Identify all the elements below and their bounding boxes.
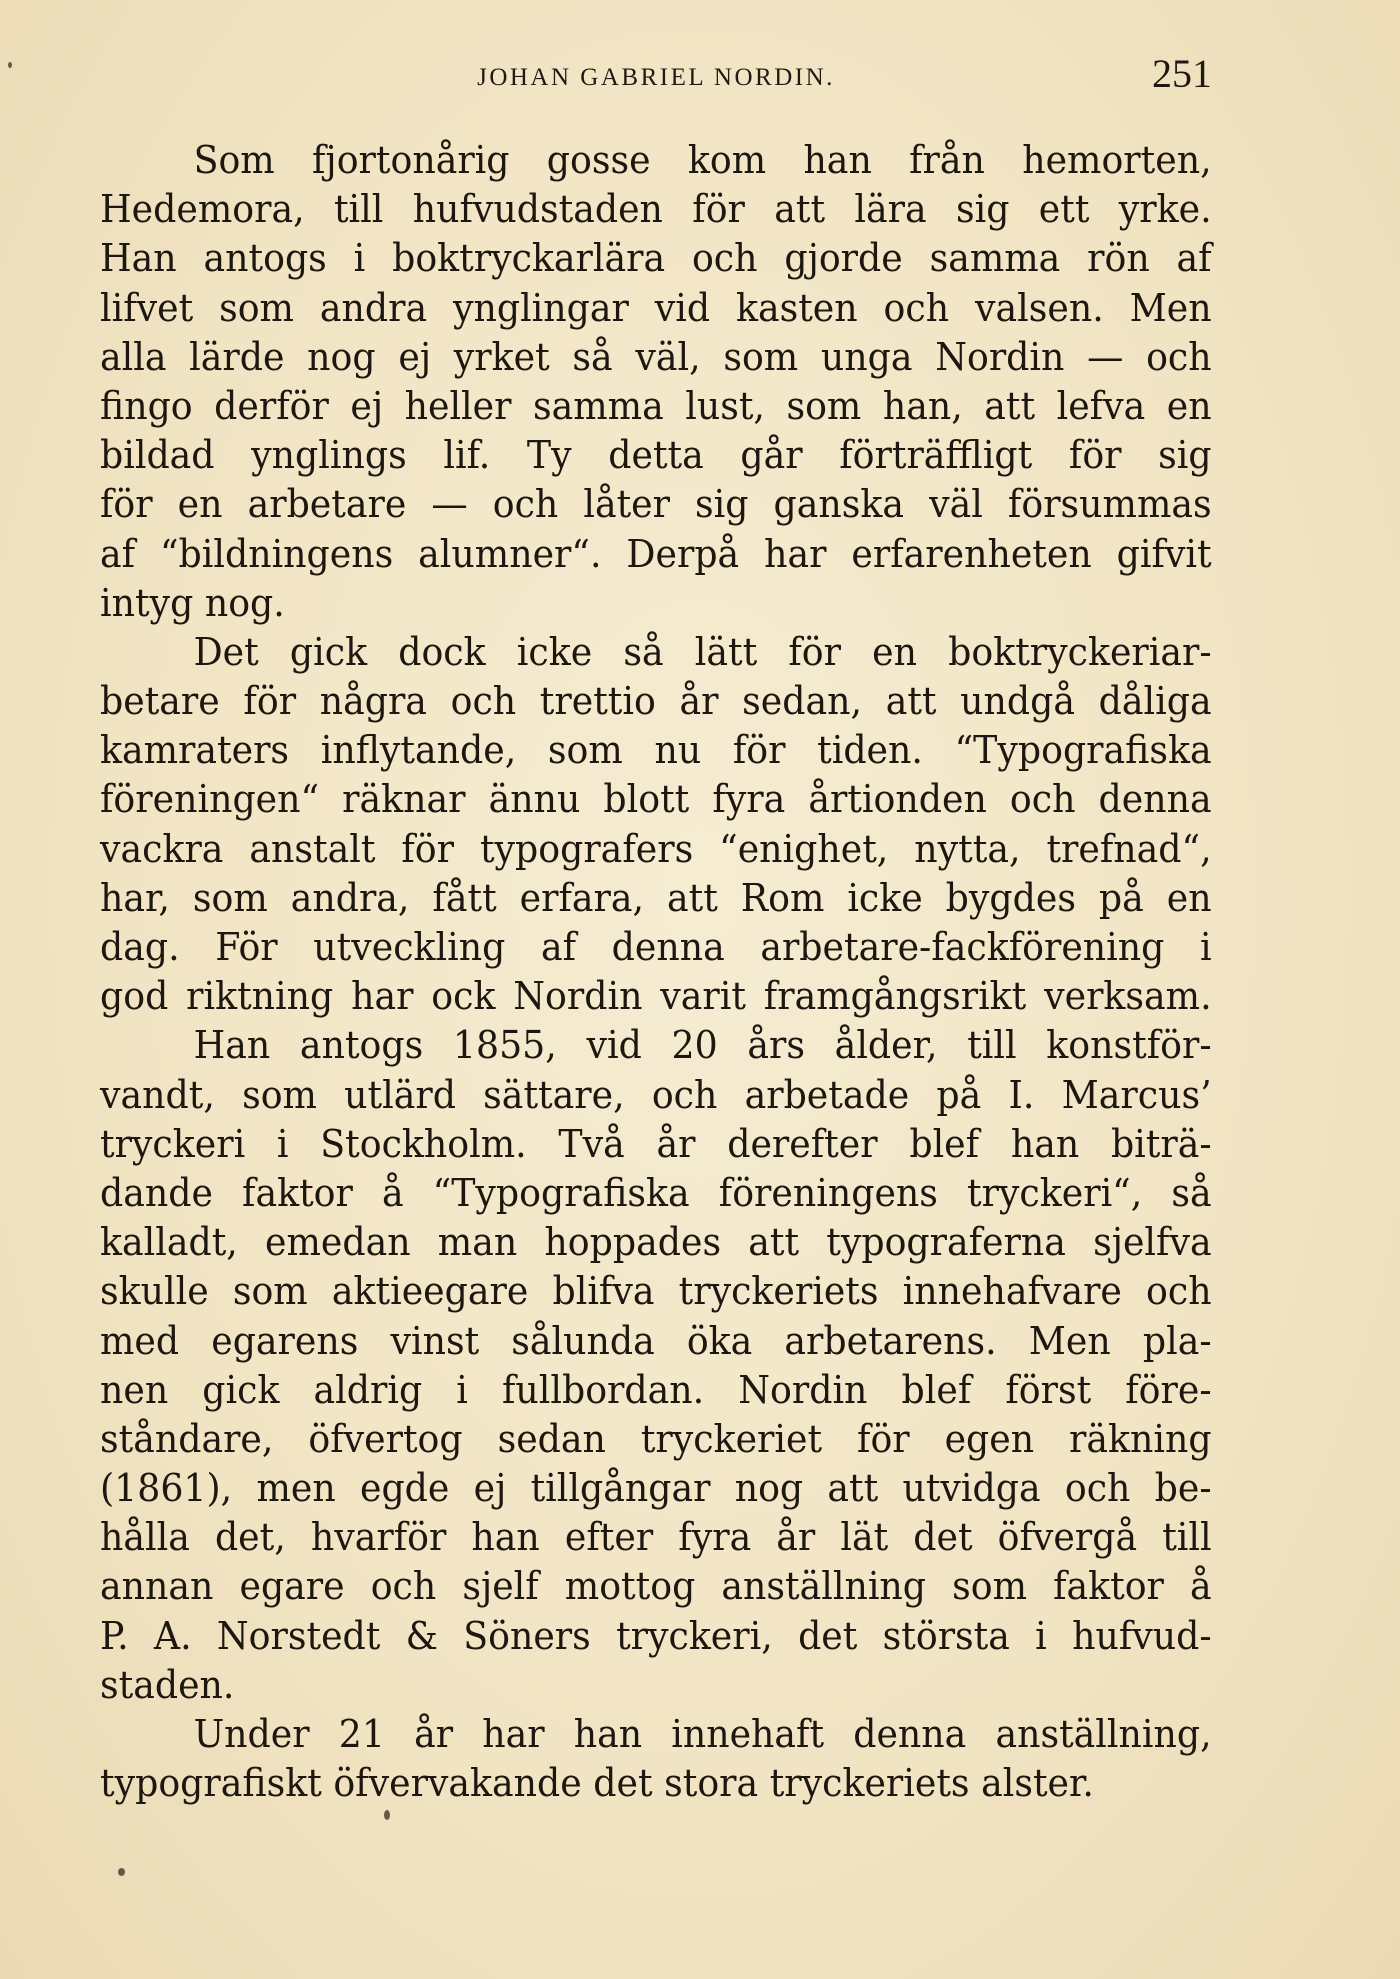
text-line: Som fjortonårig gosse kom han från hemorten,: [193, 138, 1212, 182]
text-line: Hedemora, till hufvudstaden för att lära sig ett yrke.: [100, 187, 1212, 232]
ink-speck: [384, 1810, 390, 1820]
text-line: skulle som aktieegare blifva tryckeriets innehafvare och: [100, 1269, 1212, 1314]
text-line: Han antogs 1855, vid 20 års ålder, till konstför-: [193, 1023, 1212, 1068]
text-line: hålla det, hvarför han efter fyra år lät det öfvergå till: [100, 1515, 1212, 1560]
text-line: för en arbetare — och låter sig ganska väl försummas: [100, 482, 1212, 527]
text-line: kamraters inflytande, som nu för tiden. “Typografiska: [100, 728, 1212, 773]
text-line: alla lärde nog ej yrket så väl, som unga Nordin — och: [100, 334, 1212, 379]
text-line: lifvet som andra ynglingar vid kasten och valsen. Men: [100, 285, 1212, 330]
text-line: intyg nog.: [100, 580, 285, 625]
page-number: 251: [1152, 51, 1212, 96]
text-line: (1861), men egde ej tillgångar nog att utvidga och be-: [100, 1466, 1212, 1511]
text-line: af “bildningens alumner“. Derpå har erfarenheten gifvit: [100, 531, 1212, 576]
text-line: P. A. Norstedt & Söners tryckeri, det största i hufvud-: [100, 1613, 1212, 1658]
text-line: dag. För utveckling af denna arbetare-fackförening i: [100, 925, 1212, 969]
text-line: kalladt, emedan man hoppades att typograferna sjelfva: [100, 1220, 1212, 1265]
text-line: annan egare och sjelf mottog anställning som faktor å: [100, 1564, 1212, 1609]
text-line: föreningen“ räknar ännu blott fyra årtionden och denna: [100, 777, 1212, 822]
text-line: fingo derför ej heller samma lust, som han, att lefva en: [100, 383, 1212, 428]
text-line: Han antogs i boktryckarlära och gjorde samma rön af: [100, 236, 1212, 281]
text-line: Det gick dock icke så lätt för en boktryckeriar-: [193, 629, 1212, 674]
text-line: tryckeri i Stockholm. Två år derefter blef han biträ-: [100, 1121, 1212, 1166]
text-line: typografiskt öfvervakande det stora tryckeriets alster.: [100, 1761, 1094, 1806]
text-line: har, som andra, fått erfara, att Rom icke bygdes på en: [100, 875, 1212, 920]
running-title: JOHAN GABRIEL NORDIN.: [477, 64, 835, 91]
text-line: dande faktor å “Typografiska föreningens tryckeri“, så: [100, 1170, 1212, 1215]
text-line: staden.: [100, 1662, 235, 1707]
body-text: [100, 136, 1212, 1808]
text-line: vackra anstalt för typografers “enighet, nytta, trefnad“,: [100, 826, 1212, 871]
ink-speck: [118, 1868, 125, 1876]
text-line: ståndare, öfvertog sedan tryckeriet för egen räkning: [100, 1416, 1212, 1461]
text-line: Under 21 år har han innehaft denna anställning,: [193, 1712, 1212, 1756]
text-line: betare för några och trettio år sedan, att undgå dåliga: [100, 679, 1212, 724]
running-head: [100, 50, 1212, 100]
text-line: vandt, som utlärd sättare, och arbetade på I. Marcus’: [100, 1072, 1212, 1117]
text-line: nen gick aldrig i fullbordan. Nordin blef först före-: [100, 1367, 1212, 1412]
text-line: med egarens vinst sålunda öka arbetarens. Men pla-: [100, 1318, 1212, 1363]
ink-speck: [8, 62, 12, 68]
text-line: god riktning har ock Nordin varit framgångsrikt verksam.: [100, 974, 1212, 1019]
text-line: bildad ynglings lif. Ty detta går förträffligt för sig: [100, 433, 1212, 478]
